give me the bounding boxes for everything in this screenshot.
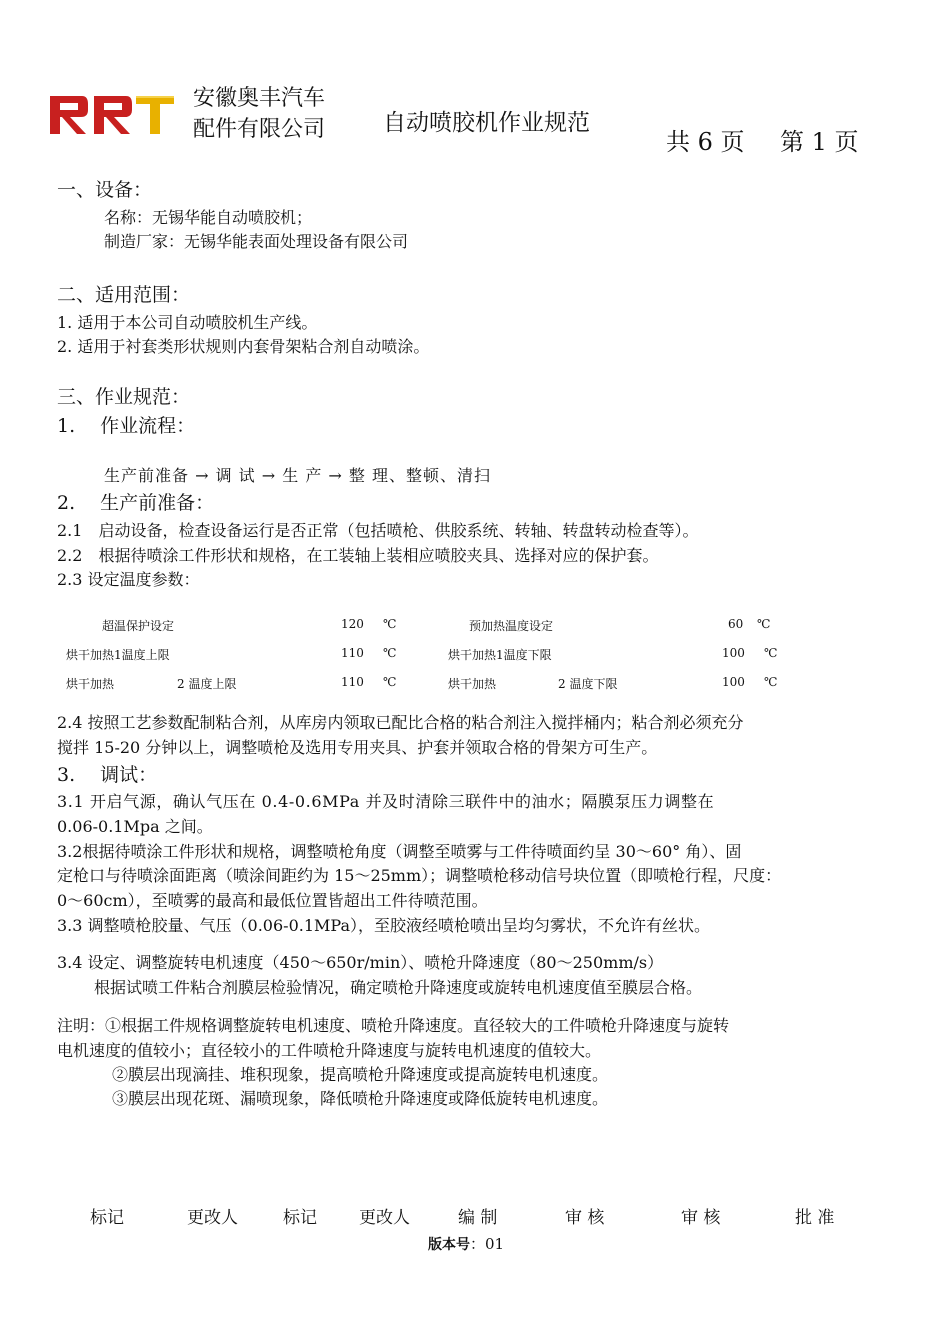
debug-3-2-line1: 3.2根据待喷涂工件形状和规格，调整喷枪角度（调整至喷雾与工件待喷面约呈 30～60° 角）、固 — [57, 842, 742, 861]
temp-label: 烘干加热1温度上限 — [66, 648, 170, 662]
version-value: ：01 — [470, 1235, 505, 1253]
debug-3-1-line1: 3.1 开启气源，确认气压在 0.4-0.6MPa 并及时清除三联件中的油水；隔膜泵压力调整在 — [57, 792, 715, 811]
company-name-line2: 配件有限公司 — [193, 117, 326, 142]
debug-3-4-line2: 根据试喷工件粘合剂膜层检验情况，确定喷枪升降速度或旋转电机速度值至膜层合格。 — [94, 978, 703, 997]
footer-review-2: 审 核 — [681, 1208, 721, 1228]
footer-mark-2: 标记 — [283, 1208, 317, 1228]
note-line1: 注明：①根据工件规格调整旋转电机速度、喷枪升降速度。直径较大的工件喷枪升降速度与旋转 — [57, 1016, 730, 1035]
temp-label: 2 温度上限 — [177, 677, 237, 691]
debug-3-1-line2: 0.06-0.1Mpa 之间。 — [57, 817, 213, 836]
section-spec-title: 三、作业规范： — [57, 386, 191, 408]
temp-unit: ℃ — [757, 617, 771, 631]
workflow-title: 1. 作业流程： — [57, 415, 196, 437]
temp-unit: ℃ — [383, 675, 397, 689]
temp-label: 超温保护设定 — [102, 619, 175, 633]
temp-unit: ℃ — [383, 646, 397, 660]
debug-title: 3. 调试： — [57, 764, 158, 786]
temp-value: 100 — [722, 646, 745, 660]
version-label: 版本号 — [428, 1237, 470, 1253]
note-line2: 电机速度的值较小；直径较小的工件喷枪升降速度与旋转电机速度的值较大。 — [57, 1041, 602, 1060]
temp-unit: ℃ — [383, 617, 397, 631]
debug-3-2-line2: 定枪口与待喷涂面距离（喷涂间距约为 15～25mm）；调整喷枪移动信号块位置（即喷枪行程，尺度： — [57, 866, 782, 885]
preparation-title: 2. 生产前准备： — [57, 492, 215, 514]
scope-item-1: 1. 适用于本公司自动喷胶机生产线。 — [57, 313, 318, 332]
debug-3-2-line3: 0～60cm），至喷雾的最高和最低位置皆超出工件待喷范围。 — [57, 891, 488, 910]
debug-3-3: 3.3 调整喷枪胶量、气压（0.06-0.1MPa），至胶液经喷枪喷出呈均匀雾状，不允许有丝状。 — [57, 916, 710, 935]
version-number — [428, 1233, 504, 1254]
company-name-line1: 安徽奥丰汽车 — [193, 86, 326, 111]
prep-2-4-line1: 2.4 按照工艺参数配制粘合剂，从库房内领取已配比合格的粘合剂注入搅拌桶内；粘合剂必须充分 — [57, 713, 744, 732]
note-line4: ③膜层出现花斑、漏喷现象，降低喷枪升降速度或降低旋转电机速度。 — [112, 1089, 609, 1108]
prep-2-1: 2.1 启动设备，检查设备运行是否正常（包括喷枪、供胶系统、转轴、转盘转动检查等）。 — [57, 521, 699, 540]
temp-value: 110 — [341, 646, 364, 660]
temp-label: 烘干加热 — [448, 677, 497, 691]
prep-2-3: 2.3 设定温度参数： — [57, 570, 200, 589]
prep-2-4-line2: 搅拌 15-20 分钟以上，调整喷枪及选用专用夹具、护套并领取合格的骨架方可生产。 — [57, 738, 658, 757]
total-pages: 共 6 页 — [666, 128, 745, 156]
rrt-logo-icon — [48, 92, 176, 138]
temp-value: 100 — [722, 675, 745, 689]
debug-3-4-line1: 3.4 设定、调整旋转电机速度（450～650r/min）、喷枪升降速度（80～250mm/s） — [57, 953, 664, 972]
temp-label: 预加热温度设定 — [469, 619, 554, 633]
equipment-maker: 制造厂家：无锡华能表面处理设备有限公司 — [104, 232, 409, 251]
temp-label: 2 温度下限 — [558, 677, 618, 691]
footer-mark-1: 标记 — [90, 1208, 124, 1228]
footer-review-1: 审 核 — [565, 1208, 605, 1228]
temp-value: 110 — [341, 675, 364, 689]
workflow-steps: 生产前准备 → 调 试 → 生 产 → 整 理、整顿、清扫 — [104, 466, 491, 485]
section-scope-title: 二、适用范围： — [57, 284, 191, 306]
scope-item-2: 2. 适用于衬套类形状规则内套骨架粘合剂自动喷涂。 — [57, 337, 430, 356]
temp-unit: ℃ — [764, 646, 778, 660]
section-equipment-title: 一、设备： — [57, 179, 153, 201]
temp-label: 烘干加热1温度下限 — [448, 648, 552, 662]
footer-compile: 编 制 — [458, 1208, 498, 1228]
temp-unit: ℃ — [764, 675, 778, 689]
current-page: 第 1 页 — [780, 128, 859, 156]
temp-value: 120 — [341, 617, 364, 631]
note-line3: ②膜层出现滴挂、堆积现象，提高喷枪升降速度或提高旋转电机速度。 — [112, 1065, 609, 1084]
footer-approve: 批 准 — [795, 1208, 835, 1228]
temp-value: 60 — [728, 617, 744, 631]
footer-changer-1: 更改人 — [187, 1208, 238, 1228]
equipment-name: 名称：无锡华能自动喷胶机； — [104, 208, 313, 227]
footer-changer-2: 更改人 — [359, 1208, 410, 1228]
prep-2-2: 2.2 根据待喷涂工件形状和规格，在工装轴上装相应喷胶夹具、选择对应的保护套。 — [57, 546, 659, 565]
document-title: 自动喷胶机作业规范 — [383, 110, 590, 136]
temp-label: 烘干加热 — [66, 677, 115, 691]
